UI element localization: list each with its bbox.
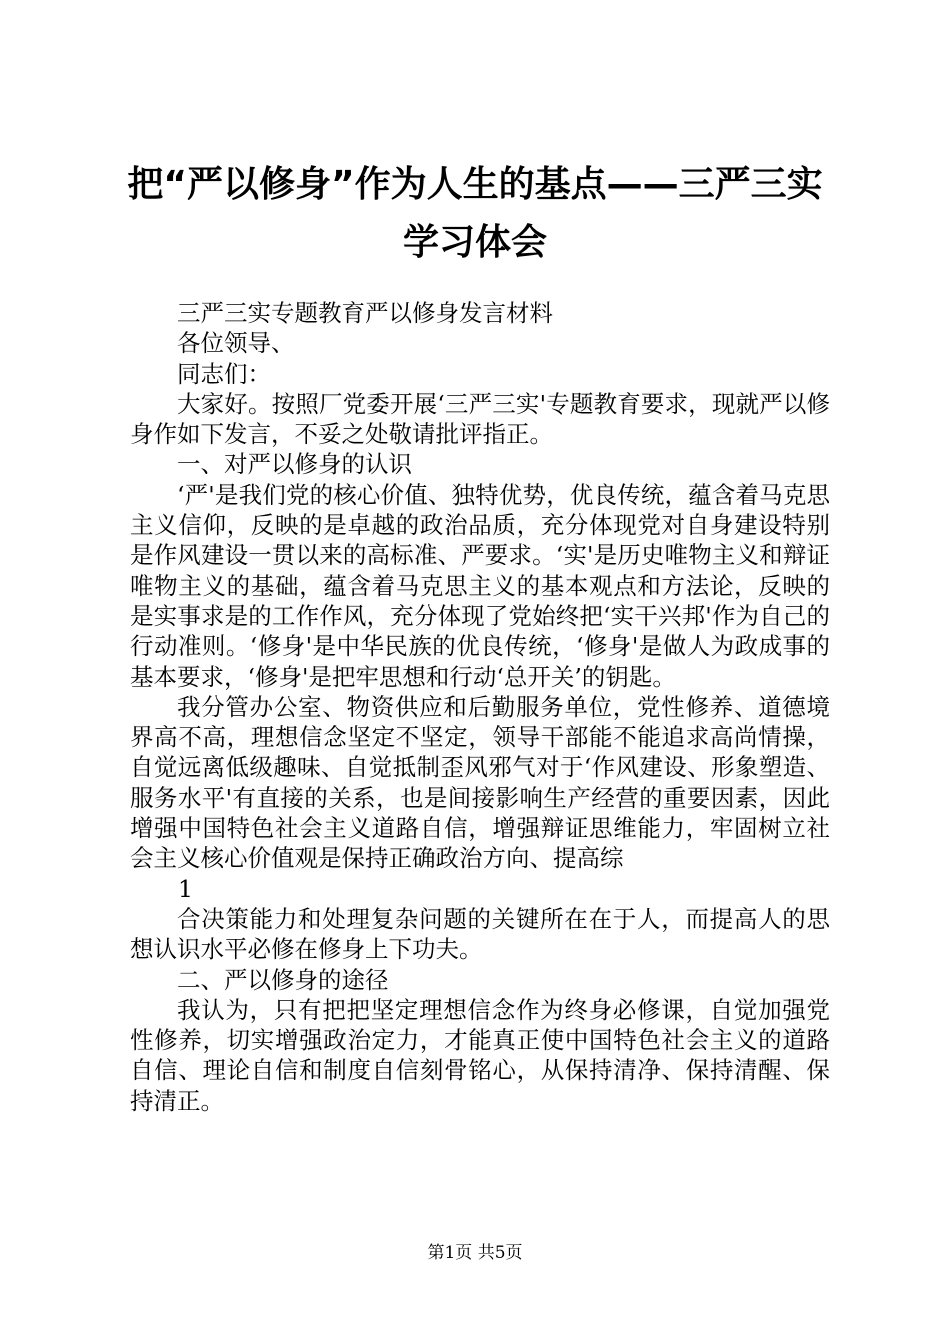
paragraph-body: 我认为，只有把把坚定理想信念作为终身必修课，自觉加强党性修养，切实增强政治定力，才能真正使中国特色社会主义的道路自信、理论自信和制度自信刻骨铭心，从保持清净、保持清醒、保持清正。 [130, 995, 830, 1115]
document-title-line2: 学习体会 [402, 222, 547, 263]
document-body [130, 298, 830, 1116]
section-heading-1: 一、对严以修身的认识 [177, 450, 412, 479]
paragraph-body: 我分管办公室、物资供应和后勤服务单位，党性修养、道德境界高不高，理想信念坚定不坚定，领导干部能不能追求高尚情操，自觉远离低级趣味、自觉抵制歪风邪气对于‘作风建设、形象塑造、服务水平'有直接的关系，也是间接影响生产经营的重要因素，因此增强中国特色社会主义道路自信，增强辩证思维能力，牢固树立社会主义核心价值观是保持正确政治方向、提高综 [130, 692, 830, 873]
paragraph-greeting-comrades: 同志们： [177, 359, 271, 388]
paragraph-body: ‘严'是我们党的核心价值、独特优势，优良传统，蕴含着马克思主义信仰，反映的是卓越的政治品质，充分体现党对自身建设特别是作风建设一贯以来的高标准、严要求。‘实'是历史唯物主义和辩证唯物主义的基础，蕴含着马克思主义的基本观点和方法论，反映的是实事求是的工作作风，充分体现了党始终把‘实干兴邦'作为自己的行动准则。‘修身'是中华民族的优良传统，‘修身'是做人为政成事的基本要求，‘修身'是把牢思想和行动‘总开关’的钥匙。 [130, 480, 830, 691]
paragraph-intro: 大家好。按照厂党委开展‘三严三实'专题教育要求，现就严以修身作如下发言，不妥之处敬请批评指正。 [130, 389, 830, 449]
inline-page-number: 1 [178, 874, 193, 903]
page-footer: 第1页 共5页 [427, 1243, 523, 1263]
paragraph-subtitle: 三严三实专题教育严以修身发言材料 [177, 299, 553, 327]
document-title-line1: 把“严以修身”作为人生的基点——三严三实 [127, 164, 823, 205]
paragraph-greeting-leaders: 各位领导、 [177, 329, 295, 358]
section-heading-2: 二、严以修身的途径 [177, 965, 389, 994]
paragraph-body: 合决策能力和处理复杂问题的关键所在在于人，而提高人的思想认识水平必修在修身上下功夫。 [130, 904, 830, 964]
